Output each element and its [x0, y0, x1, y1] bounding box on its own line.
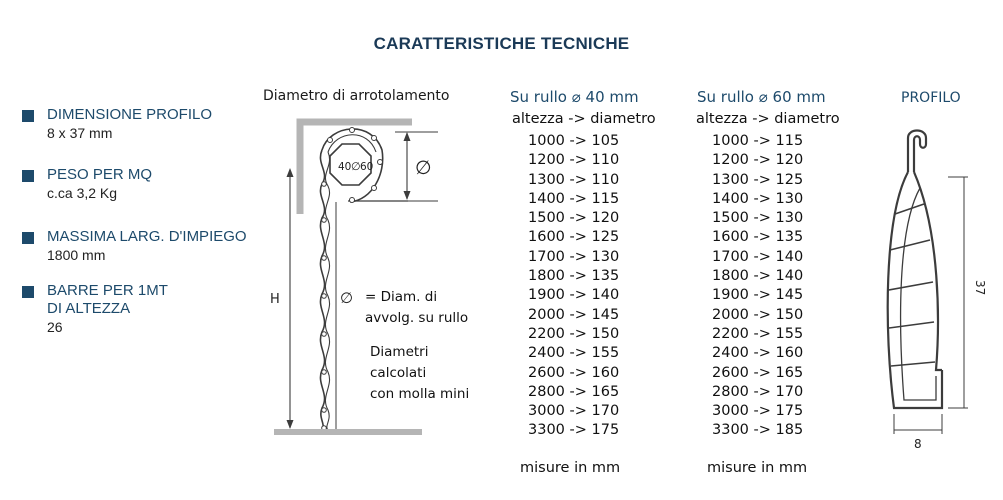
profile-inner [914, 172, 942, 370]
spec-value: 1800 mm [47, 247, 106, 263]
table-40-footer: misure in mm [520, 460, 621, 476]
table-row: 1500 -> 120 [528, 210, 620, 227]
diameter-note: Diametri calcolati con molla mini [370, 344, 470, 402]
spec-value: 8 x 37 mm [47, 125, 113, 141]
table-row: 1600 -> 125 [528, 229, 620, 246]
table-row: 3000 -> 170 [528, 403, 620, 420]
table-row: 2800 -> 170 [712, 383, 804, 400]
spec-label: MASSIMA LARG. D'IMPIEGO [47, 228, 247, 245]
table-row: 2400 -> 160 [712, 345, 804, 362]
table-row: 2000 -> 150 [712, 306, 804, 323]
table-40 [512, 111, 656, 441]
profile-width-label: 8 [914, 437, 922, 451]
table-40-rows [528, 132, 656, 441]
profile-hook [908, 131, 926, 173]
table-row: 2200 -> 155 [712, 325, 804, 342]
height-label: H [270, 292, 280, 307]
table-40-heading: Su rullo ⌀ 40 mm [510, 88, 639, 106]
roller-label-60: 60 [360, 161, 374, 173]
bullet-square-icon [22, 232, 34, 244]
table-60-footer: misure in mm [707, 460, 808, 476]
table-row: 1400 -> 130 [712, 190, 804, 207]
spec-dimensione-profilo [22, 106, 212, 142]
profile-drawing [880, 122, 995, 457]
bullet-square-icon [22, 110, 34, 122]
table-row: 1700 -> 140 [712, 248, 804, 265]
table-row: 1800 -> 140 [712, 268, 804, 285]
table-row: 2200 -> 150 [528, 325, 620, 342]
table-row: 1300 -> 110 [528, 171, 620, 188]
table-row: 1600 -> 135 [712, 229, 804, 246]
page-title: CARATTERISTICHE TECNICHE [373, 34, 630, 53]
table-row: 1200 -> 110 [528, 152, 620, 169]
table-row: 2000 -> 145 [528, 306, 620, 323]
table-row: 1400 -> 115 [528, 190, 620, 207]
table-row: 2400 -> 155 [528, 345, 620, 362]
bullet-square-icon [22, 170, 34, 182]
spec-label: BARRE PER 1MT DI ALTEZZA [47, 282, 168, 317]
spec-label: PESO PER MQ [47, 166, 153, 183]
spec-barre-per-metro [22, 282, 168, 336]
table-row: 1200 -> 120 [712, 152, 804, 169]
table-row: 2600 -> 165 [712, 364, 804, 381]
spec-peso-per-mq [22, 166, 152, 202]
spec-label: DIMENSIONE PROFILO [47, 106, 213, 123]
table-row: 2600 -> 160 [528, 364, 620, 381]
table-60-subheading: altezza -> diametro [696, 111, 840, 127]
slat-curtain [320, 150, 324, 430]
diameter-symbol: ∅ [415, 157, 432, 179]
bullet-square-icon [22, 286, 34, 298]
table-row: 3300 -> 175 [528, 422, 620, 439]
legend-diam-symbol-icon: ∅ [340, 289, 354, 307]
profile-height-label: 37 [973, 280, 987, 296]
table-40-subheading: altezza -> diametro [512, 111, 656, 127]
table-row: 1900 -> 145 [712, 287, 804, 304]
spec-massima-larghezza [22, 228, 247, 264]
table-row: 2800 -> 165 [528, 383, 620, 400]
roller-diam-symbol: ∅ [351, 160, 361, 173]
diameter-legend: = Diam. di avvolg. su rullo [365, 289, 469, 326]
table-60-rows [712, 132, 840, 441]
table-row: 3000 -> 175 [712, 403, 804, 420]
table-row: 1900 -> 140 [528, 287, 620, 304]
profile-heading: PROFILO [901, 90, 961, 106]
table-row: 3300 -> 185 [712, 422, 804, 439]
table-row: 1300 -> 125 [712, 171, 804, 188]
table-60 [696, 111, 840, 441]
table-60-heading: Su rullo ⌀ 60 mm [697, 88, 826, 106]
spec-value: c.ca 3,2 Kg [47, 185, 118, 201]
table-row: 1500 -> 130 [712, 210, 804, 227]
table-row: 1000 -> 115 [712, 133, 804, 149]
table-row: 1700 -> 130 [528, 248, 620, 265]
table-row: 1000 -> 105 [528, 133, 620, 149]
spec-value: 26 [47, 319, 63, 335]
table-row: 1800 -> 135 [528, 268, 620, 285]
diagram-heading: Diametro di arrotolamento [263, 88, 450, 104]
roller-label-40: 40 [338, 161, 352, 173]
